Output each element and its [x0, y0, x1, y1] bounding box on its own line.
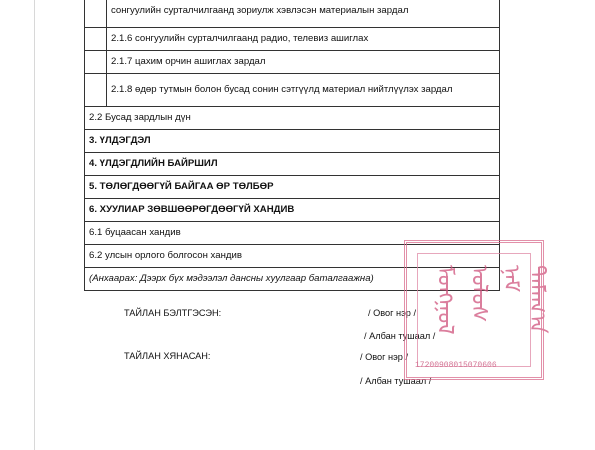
prepared-position-line: / Албан тушаал /	[364, 331, 436, 341]
indent-cell	[85, 0, 107, 28]
row-label: 2.1.8 өдөр тутмын болон бусад сонин сэтгүүлд материал нийтлүүлэх зардал	[107, 74, 500, 107]
reviewed-position-line: / Албан тушаал /	[360, 376, 432, 386]
prepared-name-line: / Овог нэр /	[368, 308, 417, 318]
row-label: 3. ҮЛДЭГДЭЛ	[85, 130, 500, 153]
row-label: сонгуулийн сурталчилгаанд зориулж хэвлэсэн материалын зардал	[107, 0, 500, 28]
table-row	[85, 130, 500, 153]
row-label: 2.1.6 сонгуулийн сурталчилгаанд радио, телевиз ашиглах	[107, 28, 500, 51]
table-row	[85, 28, 500, 51]
row-label: 6. ХУУЛИАР ЗӨВШӨӨРӨГДӨӨГҮЙ ХАНДИВ	[85, 199, 500, 222]
row-label: 4. ҮЛДЭГДЛИЙН БАЙРШИЛ	[85, 153, 500, 176]
table-row	[85, 51, 500, 74]
seal-script-column: ᠲᠠᠮᠠᠭ᠎ᠠ	[524, 265, 549, 334]
reviewed-by-label: ТАЙЛАН ХЯНАСАН:	[124, 351, 211, 361]
table-row	[85, 176, 500, 199]
row-label: 2.2 Бусад зардлын дүн	[85, 107, 500, 130]
row-label: (Анхаарах: Дээрх бүх мэдээлэл дансны хуулгаар баталгаажна)	[85, 268, 500, 291]
table-row	[85, 199, 500, 222]
seal-script-column: ᠨᠠᠮ	[498, 265, 523, 293]
indent-cell	[85, 28, 107, 51]
table-row	[85, 0, 500, 28]
prepared-by-label: ТАЙЛАН БЭЛТГЭСЭН:	[124, 308, 222, 318]
indent-cell	[85, 51, 107, 74]
official-seal-stamp	[404, 240, 549, 380]
row-label: 6.2 улсын орлого болгосон хандив	[85, 245, 500, 268]
reviewed-name-line: / Овог нэр /	[360, 352, 409, 362]
seal-registration-number: 17200908015070606	[415, 361, 497, 370]
indent-cell	[85, 74, 107, 107]
row-label: 2.1.7 цахим орчин ашиглах зардал	[107, 51, 500, 74]
seal-script-column: ᠤᠯᠤᠰ	[466, 265, 491, 323]
row-label: 6.1 буцаасан хандив	[85, 222, 500, 245]
row-label: 5. ТӨЛӨГДӨӨГҮЙ БАЙГАА ӨР ТӨЛБӨР	[85, 176, 500, 199]
seal-script-column: ᠮᠣᠩᠭᠣᠯ	[432, 265, 457, 335]
table-row	[85, 107, 500, 130]
table-row	[85, 153, 500, 176]
table-row	[85, 74, 500, 107]
page-margin-line	[34, 0, 35, 450]
